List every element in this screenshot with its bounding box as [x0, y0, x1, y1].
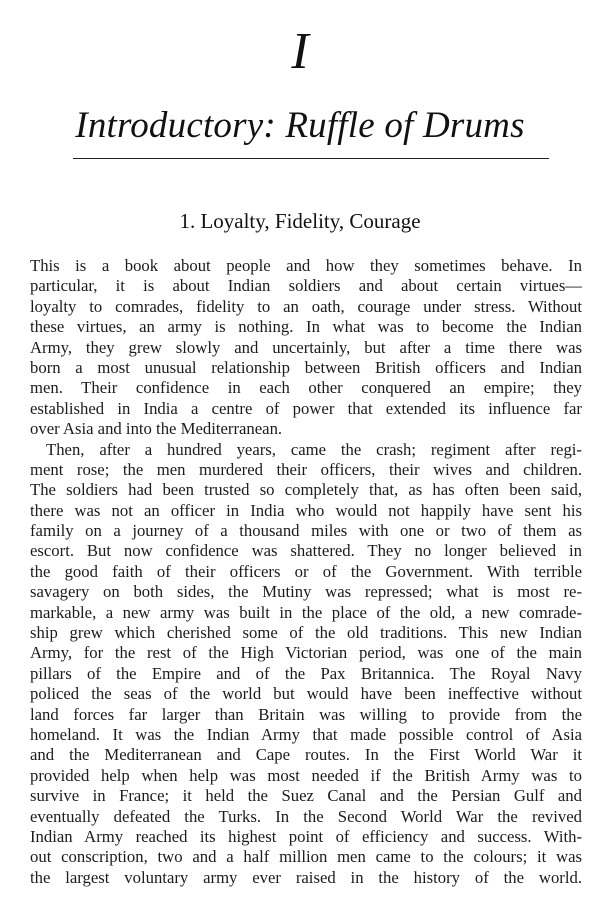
text-line: established in India a centre of power that extended its influence far: [30, 398, 582, 418]
text-line: over Asia and into the Mediterranean.: [30, 419, 283, 439]
text-line: Indian Army reached its highest point of efficiency and success. With-: [30, 826, 582, 846]
text-line: The soldiers had been trusted so completely that, as has often been said,: [30, 480, 582, 500]
text-line: markable, a new army was built in the place of the old, a new comrade-: [30, 602, 582, 622]
text-line: eventually defeated the Turks. In the Second World War the revived: [30, 806, 582, 826]
text-line: Army, for the rest of the High Victorian period, was one of the main: [30, 643, 582, 663]
text-line: provided help when help was most needed if the British Army was to: [30, 765, 582, 785]
text-line: family on a journey of a thousand miles with one or two of them as: [30, 521, 582, 541]
text-line: there was not an officer in India who would not happily have sent his: [30, 500, 582, 520]
text-line: and the Mediterranean and Cape routes. In the First World War it: [30, 745, 582, 765]
text-line: land forces far larger than Britain was willing to provide from the: [30, 704, 582, 724]
paragraph: [30, 440, 582, 889]
text-line: policed the seas of the world but would have been ineffective without: [30, 684, 582, 704]
text-line: homeland. It was the Indian Army that made possible control of Asia: [30, 724, 582, 744]
text-line: born a most unusual relationship between British officers and Indian: [30, 357, 582, 377]
text-line: ment rose; the men murdered their officers, their wives and children.: [30, 459, 582, 479]
text-line: particular, it is about Indian soldiers and about certain virtues—: [30, 276, 582, 296]
chapter-title-rule: [73, 158, 549, 159]
body-text: [30, 256, 582, 888]
paragraph: [30, 256, 582, 440]
text-line: the largest voluntary army ever raised in the history of the world.: [30, 867, 582, 887]
text-line: Then, after a hundred years, came the crash; regiment after regi-: [46, 439, 582, 459]
text-line: escort. But now confidence was shattered. They no longer believed in: [30, 541, 582, 561]
text-line: pillars of the Empire and of the Pax Britannica. The Royal Navy: [30, 663, 582, 683]
text-line: ship grew which cherished some of the old traditions. This new Indian: [30, 623, 582, 643]
text-line: loyalty to comrades, fidelity to an oath, courage under stress. Without: [30, 296, 582, 316]
text-line: the good faith of their officers or of the Government. With terrible: [30, 561, 582, 581]
section-heading: 1. Loyalty, Fidelity, Courage: [179, 209, 421, 233]
chapter-number: I: [291, 23, 309, 80]
text-line: Army, they grew slowly and uncertainly, but after a time there was: [30, 337, 582, 357]
text-line: survive in France; it held the Suez Canal and the Persian Gulf and: [30, 786, 582, 806]
text-line: out conscription, two and a half million men came to the colours; it was: [30, 847, 582, 867]
chapter-title: Introductory: Ruffle of Drums: [75, 105, 525, 146]
text-line: men. Their confidence in each other conquered an empire; they: [30, 378, 582, 398]
text-line: these virtues, an army is nothing. In what was to become the Indian: [30, 317, 582, 337]
text-line: This is a book about people and how they sometimes behave. In: [30, 256, 582, 275]
text-line: savagery on both sides, the Mutiny was repressed; what is most re-: [30, 582, 582, 602]
